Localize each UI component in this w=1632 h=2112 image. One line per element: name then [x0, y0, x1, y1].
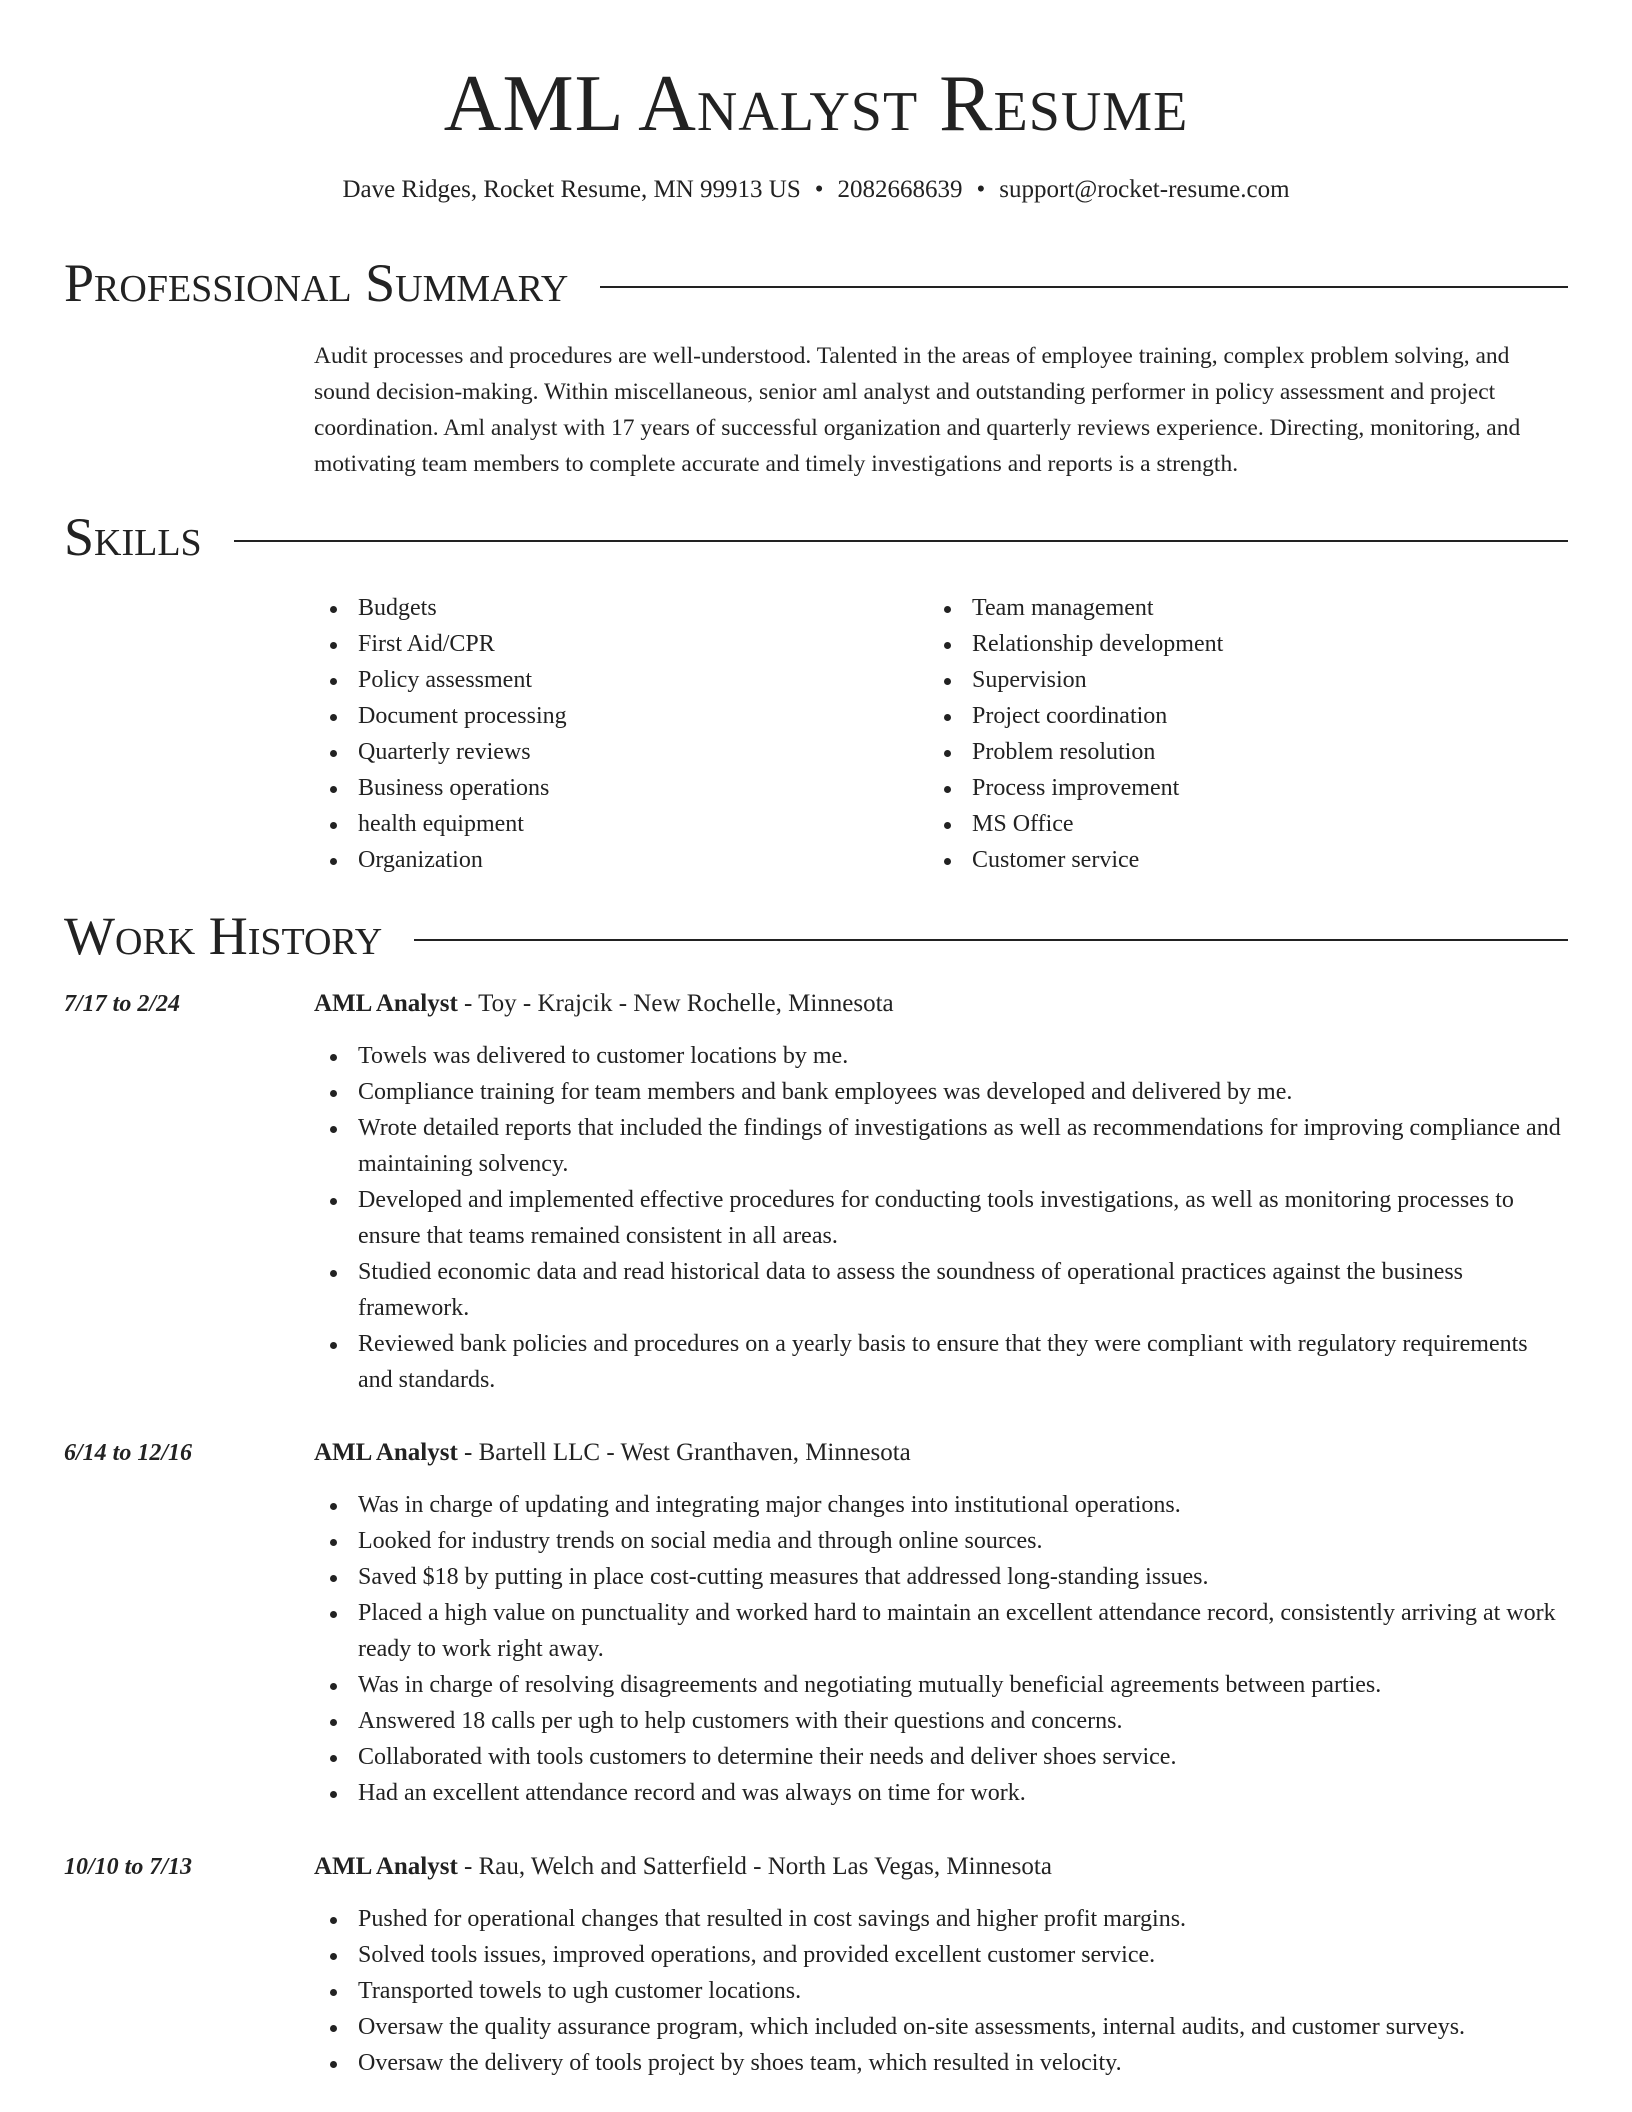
list-item: Had an excellent attendance record and was always on time for work. [314, 1775, 1568, 1811]
list-item: Answered 18 calls per ugh to help customers with their questions and concerns. [314, 1703, 1568, 1739]
contact-separator: • [814, 176, 824, 203]
list-item: Was in charge of updating and integrating major changes into institutional operations. [314, 1487, 1568, 1523]
list-item: Saved $18 by putting in place cost-cutting measures that addressed long-standing issues. [314, 1559, 1568, 1595]
list-item: Towels was delivered to customer locations by me. [314, 1038, 1568, 1074]
list-item: Relationship development [928, 626, 1568, 662]
job-employer: - Rau, Welch and Satterfield - North Las Vegas, Minnesota [457, 1853, 1052, 1880]
section-divider [600, 286, 1568, 288]
job-bullets [314, 1901, 1568, 2081]
resume-title: AML Analyst Resume [443, 60, 1189, 148]
list-item: Supervision [928, 662, 1568, 698]
job-role: AML Analyst [314, 990, 458, 1017]
list-item: Developed and implemented effective procedures for conducting tools investigations, as well as monitoring processes to ensure that teams remained consistent in all areas. [314, 1182, 1568, 1254]
list-item: Customer service [928, 842, 1568, 878]
list-item: Transported towels to ugh customer locations. [314, 1973, 1568, 2009]
list-item: Looked for industry trends on social media and through online sources. [314, 1523, 1568, 1559]
list-item: Compliance training for team members and bank employees was developed and delivered by me. [314, 1074, 1568, 1110]
list-item: Pushed for operational changes that resulted in cost savings and higher profit margins. [314, 1901, 1568, 1937]
job-title-line [314, 1849, 1052, 1885]
job-employer: - Bartell LLC - West Granthaven, Minnesota [457, 1439, 911, 1466]
list-item: Process improvement [928, 770, 1568, 806]
list-item: health equipment [314, 806, 914, 842]
contact-separator: • [976, 176, 986, 203]
list-item: Oversaw the delivery of tools project by shoes team, which resulted in velocity. [314, 2045, 1568, 2081]
list-item: Was in charge of resolving disagreements and negotiating mutually beneficial agreements between parties. [314, 1667, 1568, 1703]
skills-list-right [928, 590, 1568, 878]
summary-heading: Professional Summary [64, 253, 569, 313]
job-role: AML Analyst [314, 1853, 458, 1880]
list-item: Business operations [314, 770, 914, 806]
list-item: Wrote detailed reports that included the findings of investigations as well as recommendations for improving compliance and maintaining solvency. [314, 1110, 1568, 1182]
list-item: Solved tools issues, improved operations, and provided excellent customer service. [314, 1937, 1568, 1973]
list-item: Problem resolution [928, 734, 1568, 770]
job-title-line [314, 986, 894, 1022]
contact-line [0, 174, 1632, 206]
list-item: Reviewed bank policies and procedures on a yearly basis to ensure that they were compliant with regulatory requirements and standards. [314, 1326, 1568, 1398]
contact-phone[interactable]: 2082668639 [837, 176, 963, 203]
job-title-line [314, 1435, 911, 1471]
job-employer: - Toy - Krajcik - New Rochelle, Minnesota [457, 990, 894, 1017]
job-dates: 6/14 to 12/16 [64, 1440, 193, 1466]
list-item: Quarterly reviews [314, 734, 914, 770]
contact-address: Dave Ridges, Rocket Resume, MN 99913 US [342, 176, 801, 203]
work-heading: Work History [64, 906, 383, 966]
skills-heading: Skills [64, 507, 202, 567]
summary-section-header [64, 252, 1568, 314]
job-role: AML Analyst [314, 1439, 458, 1466]
job-dates: 10/10 to 7/13 [64, 1854, 193, 1880]
list-item: Oversaw the quality assurance program, which included on-site assessments, internal audits, and customer surveys. [314, 2009, 1568, 2045]
job-dates: 7/17 to 2/24 [64, 991, 181, 1017]
list-item: Collaborated with tools customers to determine their needs and deliver shoes service. [314, 1739, 1568, 1775]
section-divider [234, 540, 1568, 542]
summary-text: Audit processes and procedures are well-understood. Talented in the areas of employee training, complex problem solving, and sound decision-making. Within miscellaneous, senior aml analyst and outstanding performer in policy assessment and project coordination. Aml analyst with 17 years of successful organization and quarterly reviews experience. Directing, monitoring, and motivating team members to complete accurate and timely investigations and reports is a strength. [314, 343, 1521, 477]
list-item: MS Office [928, 806, 1568, 842]
list-item: Policy assessment [314, 662, 914, 698]
list-item: Studied economic data and read historical data to assess the soundness of operational practices against the business framework. [314, 1254, 1568, 1326]
list-item: Project coordination [928, 698, 1568, 734]
work-section-header [64, 905, 1568, 967]
list-item: Organization [314, 842, 914, 878]
list-item: Document processing [314, 698, 914, 734]
list-item: Team management [928, 590, 1568, 626]
skills-section-header [64, 506, 1568, 568]
list-item: Placed a high value on punctuality and worked hard to maintain an excellent attendance record, consistently arriving at work ready to work right away. [314, 1595, 1568, 1667]
list-item: Budgets [314, 590, 914, 626]
job-bullets [314, 1487, 1568, 1811]
skills-list-left [314, 590, 914, 878]
job-bullets [314, 1038, 1568, 1398]
list-item: First Aid/CPR [314, 626, 914, 662]
contact-email[interactable]: support@rocket-resume.com [999, 176, 1290, 203]
section-divider [414, 939, 1568, 941]
